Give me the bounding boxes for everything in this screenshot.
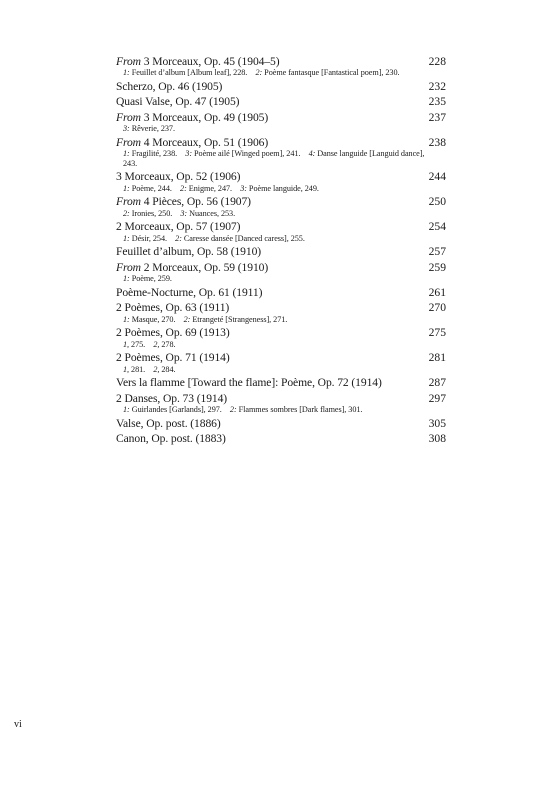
toc-entry-prefix: From <box>116 110 141 124</box>
toc-entry-title-text: 2 Danses, Op. 73 (1914) <box>116 391 228 405</box>
toc-entry <box>116 392 446 417</box>
toc-entry-subitems <box>123 274 426 284</box>
toc-entry-title <box>116 432 226 445</box>
toc-entry-title <box>116 351 230 364</box>
subitem-text: Poème, 244. <box>129 183 181 193</box>
toc-entry-title <box>116 55 280 68</box>
subitem-text: Caresse dansée [Danced caress], 255. <box>181 233 305 243</box>
toc-entry <box>116 95 446 110</box>
toc-entry-title <box>116 245 261 258</box>
toc-entry-subitems <box>123 315 426 325</box>
toc-entry-line <box>116 351 446 364</box>
subitem-number: 1: <box>123 149 130 159</box>
toc-entry-page: 235 <box>428 95 446 109</box>
toc-entry-title <box>116 136 268 149</box>
toc-entry-line <box>116 80 446 93</box>
toc-entry-title <box>116 95 239 108</box>
toc-entry-title <box>116 80 222 93</box>
toc-entry <box>116 220 446 245</box>
subitem-number: 2: <box>175 233 182 243</box>
toc-entry-line <box>116 392 446 405</box>
subitem-text: 281. <box>129 364 154 374</box>
subitem-text: Enigme, 247. <box>186 183 241 193</box>
toc-entry-title-text: 2 Poèmes, Op. 69 (1913) <box>116 326 230 340</box>
toc-entry-title-text: 3 Morceaux, Op. 52 (1906) <box>116 170 241 184</box>
toc-entry <box>116 55 446 80</box>
subitem-text: Ironies, 250. <box>129 208 181 218</box>
subitem-number: 3: <box>180 208 188 218</box>
toc-entry-title-text: 2 Poèmes, Op. 63 (1911) <box>116 301 230 315</box>
toc-entry-page: 232 <box>428 80 446 93</box>
toc-entry-line <box>116 170 446 183</box>
toc-entry-title-text: Scherzo, Op. 46 (1905) <box>116 80 223 93</box>
toc-entry-title-text: 2 Poèmes, Op. 71 (1914) <box>116 351 230 365</box>
toc-entry-title <box>116 220 240 233</box>
toc-entry-title-text: Poème-Nocturne, Op. 61 (1911) <box>116 285 263 299</box>
toc-entry-title-text: Valse, Op. post. (1886) <box>116 416 221 430</box>
toc-entry <box>116 326 446 351</box>
subitem-text: 275. <box>129 339 154 349</box>
toc-entry-page: 281 <box>428 351 446 365</box>
toc-entry-page: 297 <box>428 391 446 405</box>
toc-entry <box>116 111 446 136</box>
toc-entry-line <box>116 111 446 124</box>
toc-entry-title <box>116 326 230 339</box>
toc-entry-line <box>116 220 446 233</box>
toc-entry <box>116 286 446 301</box>
toc-entry-title <box>116 170 240 183</box>
subitem-number: 2, <box>153 364 160 374</box>
subitem-text: Guirlandes [Garlands], 297. <box>129 405 230 415</box>
toc-entry-line <box>116 376 446 389</box>
toc-entry-subitems <box>123 184 426 194</box>
subitem-number: 4: <box>308 149 316 159</box>
toc-entry-subitems <box>123 124 426 134</box>
subitem-number: 2: <box>183 314 191 324</box>
subitem-number: 3: <box>240 183 247 193</box>
toc-entry <box>116 301 446 326</box>
subitem-text: 284. <box>159 364 176 374</box>
subitem-number: 1: <box>123 233 130 243</box>
toc-entry-title <box>116 261 268 274</box>
toc-entry-line <box>116 301 446 314</box>
subitem-text: Masque, 270. <box>129 314 184 324</box>
subitem-text: Danse languide [Languid dance], 243. <box>123 149 425 168</box>
toc-entry <box>116 261 446 286</box>
toc-entry-title <box>116 417 221 430</box>
toc-entry-subitems <box>123 365 426 375</box>
toc-entry-title-text: 3 Morceaux, Op. 49 (1905) <box>140 110 269 124</box>
toc-entry-line <box>116 432 446 445</box>
subitem-text: Fragilité, 238. <box>129 149 186 159</box>
page-number: vi <box>14 719 22 730</box>
subitem-number: 1: <box>123 405 130 415</box>
subitem-number: 3: <box>123 124 130 134</box>
toc-entry-subitems <box>123 405 426 415</box>
subitem-text: Feuillet d’album [Album leaf], 228. <box>129 68 256 78</box>
subitem-text: Poème, 259. <box>129 274 172 284</box>
toc-entry-prefix: From <box>116 260 141 274</box>
toc-entry-page: 275 <box>428 326 446 340</box>
toc-entry-title <box>116 376 382 389</box>
toc-entry-page: 270 <box>428 301 446 315</box>
subitem-text: Poème fantasque [Fantastical poem], 230. <box>262 68 400 78</box>
toc-entry-line <box>116 245 446 258</box>
toc-entry-title <box>116 195 251 208</box>
subitem-text: Désir, 254. <box>129 233 176 243</box>
toc-entry-title-text: Feuillet d’album, Op. 58 (1910) <box>116 245 262 259</box>
toc-entry <box>116 417 446 432</box>
subitem-number: 1, <box>123 364 130 374</box>
subitem-number: 1: <box>123 183 130 193</box>
toc-entry-title-text: 4 Morceaux, Op. 51 (1906) <box>140 135 269 149</box>
toc-entry-subitems <box>123 149 426 168</box>
toc-entry <box>116 351 446 376</box>
subitem-number: 2: <box>123 208 130 218</box>
toc-entry-line <box>116 195 446 208</box>
toc-entry-line <box>116 136 446 149</box>
subitem-number: 1: <box>123 274 130 284</box>
subitem-number: 2: <box>180 183 187 193</box>
toc-entry-title-text: 2 Morceaux, Op. 59 (1910) <box>140 260 269 274</box>
toc-entry <box>116 80 446 95</box>
toc-entry-prefix: From <box>116 135 141 149</box>
toc-entry-subitems <box>123 234 426 244</box>
toc-entry-page: 254 <box>428 220 446 234</box>
toc-entry-line <box>116 326 446 339</box>
toc-entry-subitems <box>123 68 426 78</box>
toc-entry-page: 287 <box>428 376 446 390</box>
subitem-text: Rêverie, 237. <box>129 124 175 134</box>
toc-entry-title <box>116 392 227 405</box>
toc-entry-page: 305 <box>428 416 446 430</box>
toc-entry-title-text: Canon, Op. post. (1883) <box>116 432 226 446</box>
subitem-text: Flammes sombres [Dark flames], 301. <box>236 405 363 415</box>
subitem-number: 2: <box>255 68 263 78</box>
toc-entry-subitems <box>123 209 426 219</box>
toc-entry-page: 257 <box>428 245 446 259</box>
toc-entry-line <box>116 261 446 274</box>
toc-entry <box>116 195 446 220</box>
toc-entry-title-text: 3 Morceaux, Op. 45 (1904–5) <box>140 55 280 68</box>
subitem-number: 2: <box>229 405 237 415</box>
subitem-number: 1: <box>123 68 130 78</box>
subitem-text: Nuances, 253. <box>187 208 236 218</box>
table-of-contents <box>116 55 446 447</box>
toc-entry-line <box>116 95 446 108</box>
toc-entry <box>116 170 446 195</box>
toc-entry-line <box>116 55 446 68</box>
toc-entry <box>116 245 446 260</box>
toc-entry-page: 237 <box>428 110 446 124</box>
toc-entry-prefix: From <box>116 55 141 68</box>
subitem-text: Poème languide, 249. <box>246 183 319 193</box>
toc-entry-page: 250 <box>428 195 446 209</box>
toc-entry-title-text: 2 Morceaux, Op. 57 (1907) <box>116 220 241 234</box>
subitem-number: 1, <box>123 339 130 349</box>
toc-entry-page: 308 <box>428 432 446 446</box>
toc-entry-page: 228 <box>428 55 446 68</box>
toc-entry-page: 238 <box>428 135 446 149</box>
toc-entry-title <box>116 286 262 299</box>
toc-entry-subitems <box>123 340 426 350</box>
toc-entry-title-text: Vers la flamme [Toward the flame]: Poème, Op. 72 (1914) <box>116 376 382 390</box>
toc-entry-page: 261 <box>428 285 446 299</box>
toc-entry-title-text: 4 Pièces, Op. 56 (1907) <box>140 195 251 209</box>
toc-entry-page: 259 <box>428 260 446 274</box>
subitem-text: 278. <box>159 339 176 349</box>
toc-entry <box>116 432 446 447</box>
toc-entry-line <box>116 286 446 299</box>
subitem-text: Poème ailé [Winged poem], 241. <box>192 149 309 159</box>
toc-entry <box>116 376 446 391</box>
toc-entry-title-text: Quasi Valse, Op. 47 (1905) <box>116 95 240 109</box>
subitem-number: 3: <box>185 149 193 159</box>
subitem-number: 1: <box>123 314 130 324</box>
subitem-number: 2, <box>153 339 160 349</box>
toc-entry-title <box>116 111 268 124</box>
toc-entry-title <box>116 301 229 314</box>
subitem-text: Etrangeté [Strangeness], 271. <box>190 314 288 324</box>
toc-entry-prefix: From <box>116 195 141 209</box>
toc-entry-line <box>116 417 446 430</box>
toc-entry-page: 244 <box>428 170 446 184</box>
toc-entry <box>116 136 446 171</box>
